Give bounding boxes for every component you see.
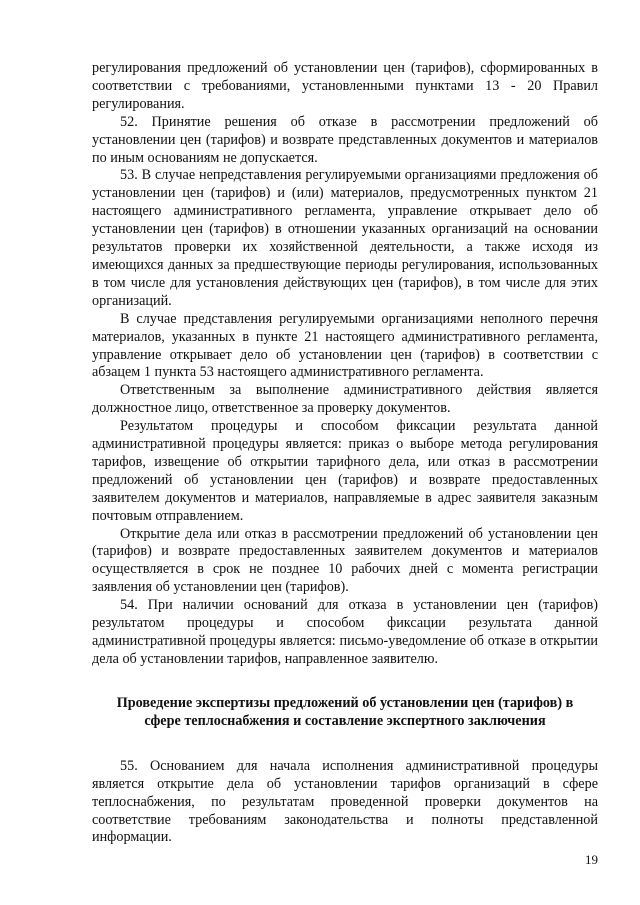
section-heading: Проведение экспертизы предложений об установлении цен (тарифов) в сфере теплоснабжения и составление экспертного заключения xyxy=(116,694,574,730)
paragraph-incomplete-materials: В случае представления регулируемыми организациями неполного перечня материалов, указанных в пункте 21 настоящего административного регламента, управление открывает дело об установлении цен (тарифов) в соответствии с абзацем 1 пункта 53 настоящего административного регламента. xyxy=(92,310,598,381)
paragraph-54: 54. При наличии оснований для отказа в установлении цен (тарифов) результатом процедуры и способом фиксации результата данной административной процедуры является: письмо-уведомление об отказе в открытии дела об установлении тарифов, направленное заявителю. xyxy=(92,597,598,667)
paragraph-continuation: регулирования предложений об установлении цен (тарифов), сформированных в соответствии с требованиями, установленными пунктами 13 - 20 Правил регулирования. xyxy=(92,60,598,112)
paragraph-52: 52. Принятие решения об отказе в рассмотрении предложений об установлении цен (тарифов) и возврате представленных документов и материалов по иным основаниям не допускается. xyxy=(92,113,598,166)
paragraph-procedure-result: Результатом процедуры и способом фиксации результата данной административной процедуры является: приказ о выборе метода регулирования тарифов, извещение об открытии тарифного дела, или отказ в рассмотрении предложений об установлении цен (тарифов) и возврате предоставленных заявителем документов и материалов, направляемые в адрес заявителя заказным почтовым отправлением. xyxy=(92,418,598,524)
paragraph-53: 53. В случае непредставления регулируемыми организациями предложения об установлении цен (тарифов) и (или) материалов, предусмотренных пунктом 21 настоящего административного регламента, управление открывает дело об установлении цен (тарифов) в отношении указанных организаций на основании результатов проверки их хозяйственной деятельности, а также исходя из имеющихся данных за предшествующие периоды регулирования, использованных в том числе для установления действующих цен (тарифов), в том числе для этих организаций. xyxy=(92,167,598,309)
paragraph-responsible-person: Ответственным за выполнение административного действия является должностное лицо, ответственное за проверку документов. xyxy=(92,382,598,417)
page-number: 19 xyxy=(585,852,598,867)
paragraph-55: 55. Основанием для начала исполнения административной процедуры является открытие дела об установлении тарифов организаций в сфере теплоснабжения, по результатам проведенной проверки документов на соответствие требованиям законодательства и полноты представленной информации. xyxy=(92,757,598,846)
paragraph-deadline: Открытие дела или отказ в рассмотрении предложений об установлении цен (тарифов) и возврате предоставленных заявителем документов и материалов осуществляется в срок не позднее 10 рабочих дней с момента регистрации заявления об установлении цен (тарифов). xyxy=(92,525,598,596)
